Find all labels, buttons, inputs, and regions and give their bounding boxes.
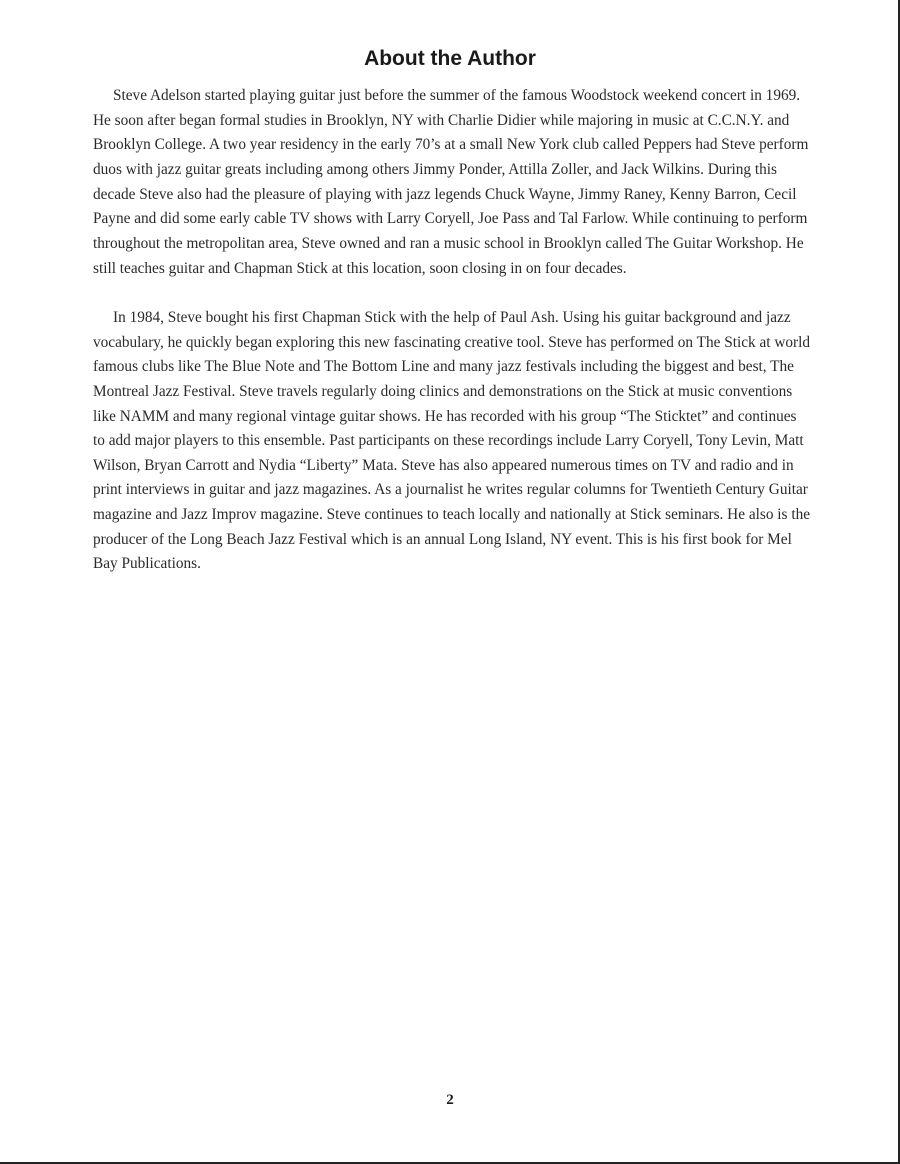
bio-paragraph-1: Steve Adelson started playing guitar just before the summer of the famous Woodstock weekend concert in 1969. He soon after began formal studies in Brooklyn, NY with Charlie Didier while majoring in music at C.C.N.Y. and Brooklyn College. A two year residency in the early 70’s at a small New York club called Peppers had Steve perform duos with jazz guitar greats including among others Jimmy Ponder, Attilla Zoller, and Jack Wilkins. During this decade Steve also had the pleasure of playing with jazz legends Chuck Wayne, Jimmy Raney, Kenny Barron, Cecil Payne and did some early cable TV shows with Larry Coryell, Joe Pass and Tal Farlow. While continuing to perform throughout the metropolitan area, Steve owned and ran a music school in Brooklyn called The Guitar Workshop. He still teaches guitar and Chapman Stick at this location, soon closing in on four decades. (93, 87, 809, 277)
page-number: 2 (446, 1092, 454, 1108)
author-bio (93, 84, 811, 602)
page-title: About the Author (364, 47, 536, 70)
bio-paragraph-2: In 1984, Steve bought his first Chapman Stick with the help of Paul Ash. Using his guitar background and jazz vocabulary, he quickly began exploring this new fascinating creative tool. Steve has performed on The Stick at world famous clubs like The Blue Note and The Bottom Line and many jazz festivals including the biggest and best, The Montreal Jazz Festival. Steve travels regularly doing clinics and demonstrations on the Stick at music conventions like NAMM and many regional vintage guitar shows. He has recorded with his group “The Sticktet” and continues to add major players to this ensemble. Past participants on these recordings include Larry Coryell, Tony Levin, Matt Wilson, Bryan Carrott and Nydia “Liberty” Mata. Steve has also appeared numerous times on TV and radio and in print interviews in guitar and jazz magazines. As a journalist he writes regular columns for Twentieth Century Guitar magazine and Jazz Improv magazine. Steve continues to teach locally and nationally at Stick seminars. He also is the producer of the Long Beach Jazz Festival which is an annual Long Island, NY event. This is his first book for Mel Bay Publications. (93, 308, 811, 573)
